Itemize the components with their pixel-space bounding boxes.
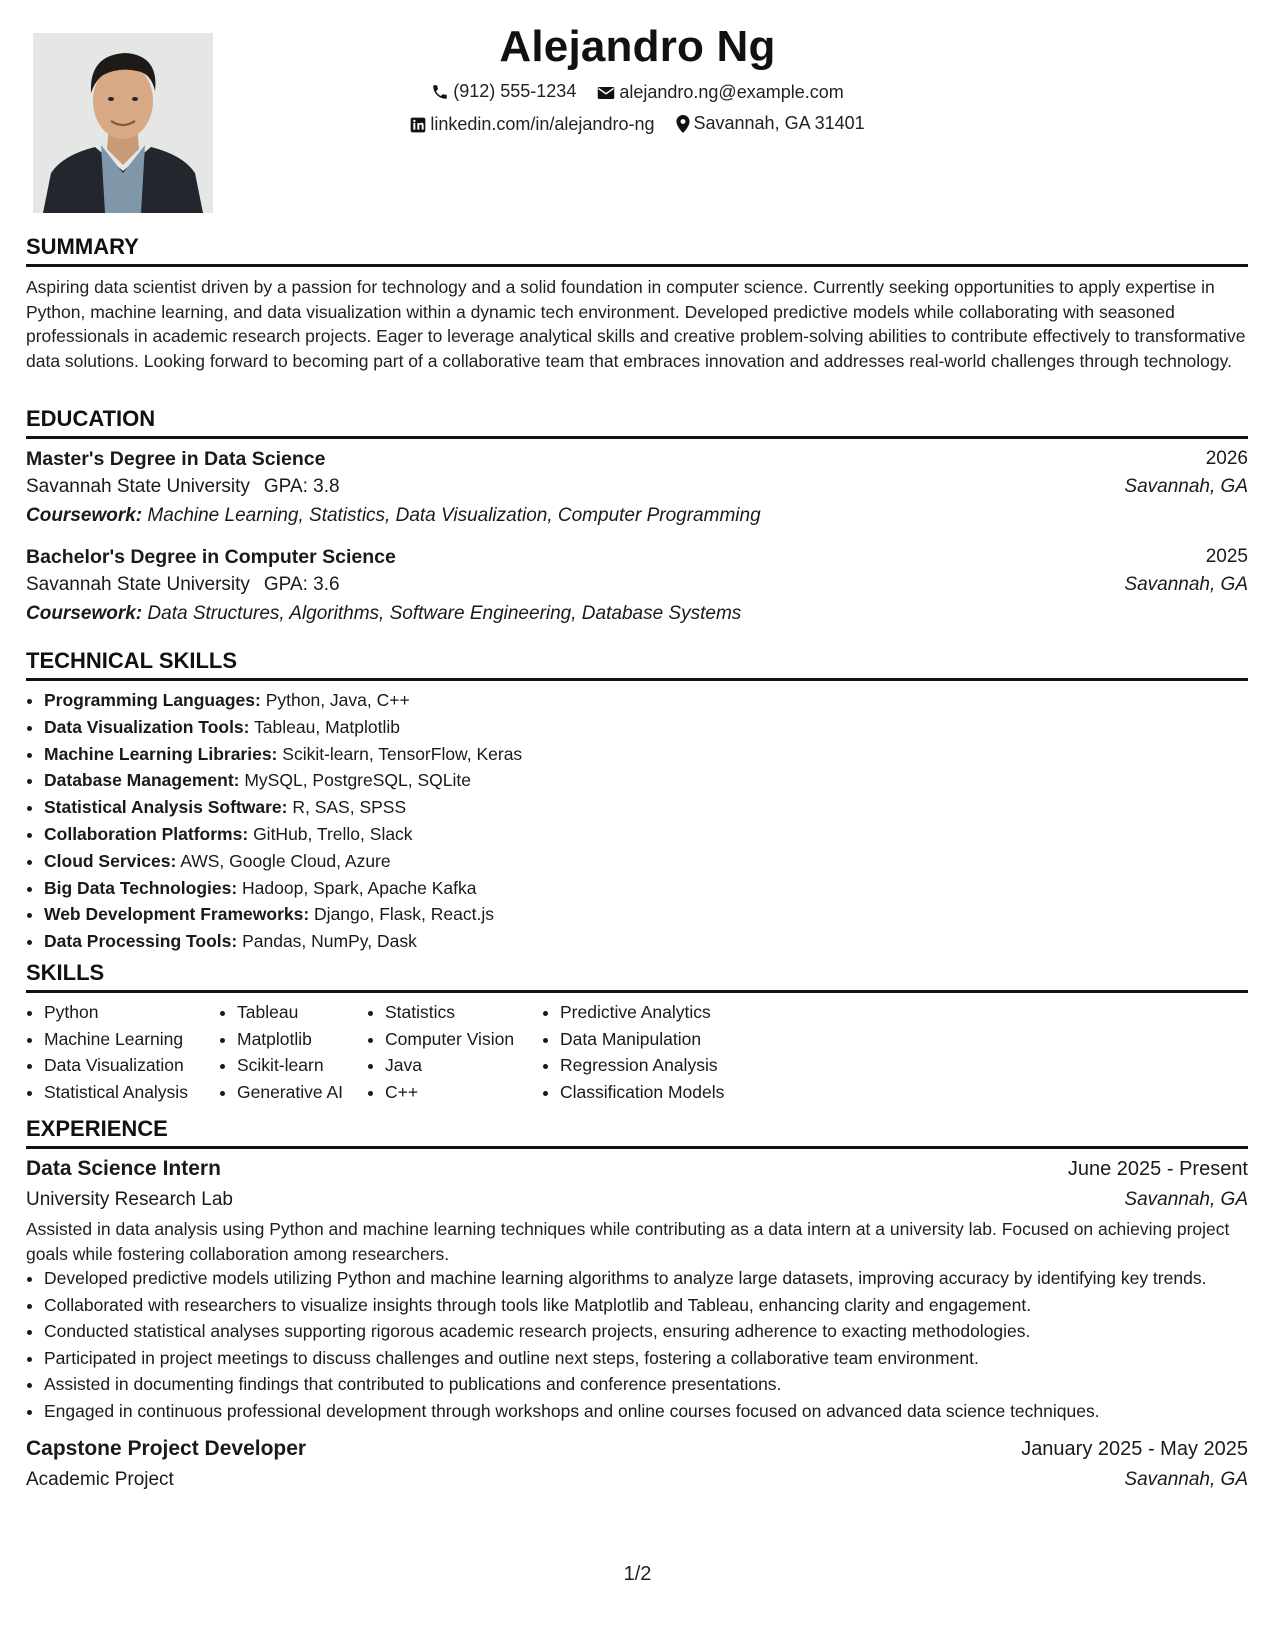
section-title: EDUCATION [26,406,1248,439]
job-bullets [26,1266,1248,1423]
list-item: • Generative AI [237,1079,367,1106]
school-location: Savannah, GA [1124,476,1248,497]
list-item: • C++ [385,1079,542,1106]
skills-column [26,999,219,1106]
list-item: • Python [44,999,219,1026]
list-item: • Computer Vision [385,1026,542,1053]
list-item: • Regression Analysis [560,1052,780,1079]
summary-section [26,234,1248,373]
map-marker-icon [676,115,690,133]
email-contact[interactable] [597,82,843,103]
skill-values: Tableau, Matplotlib [254,716,400,737]
list-item: • Collaborated with researchers to visualize insights through tools like Matplotlib and Tableau, enhancing clarity and engagement. [44,1293,1248,1318]
list-item: • Statistical Analysis [44,1079,219,1106]
coursework [26,501,1248,531]
list-item [44,767,1248,794]
skill-values: Pandas, NumPy, Dask [242,931,417,952]
skill-category: Data Processing Tools: [44,931,238,952]
coursework-label: Coursework: [26,505,143,526]
skill-category: Database Management: [44,770,240,791]
school-name: Savannah State University [26,476,250,497]
coursework [26,599,1248,629]
linkedin-icon [410,117,426,133]
skill-category: Statistical Analysis Software: [44,797,288,818]
list-item [44,687,1248,714]
list-item: • Java [385,1052,542,1079]
list-item: • Data Visualization [44,1052,219,1079]
coursework-label: Coursework: [26,603,143,624]
skill-values: MySQL, PostgreSQL, SQLite [244,770,471,791]
job-org: University Research Lab [26,1189,233,1210]
skill-values: Django, Flask, React.js [314,904,494,925]
gpa: GPA: 3.6 [263,574,340,595]
list-item: • Predictive Analytics [560,999,780,1026]
degree-year: 2026 [1205,448,1248,469]
section-title: EXPERIENCE [26,1116,1248,1149]
degree-title: Bachelor's Degree in Computer Science [26,546,396,568]
summary-text: Aspiring data scientist driven by a passion for technology and a solid foundation in computer science. Currently seeking opportunities to apply expertise in Python, machine learning, and data visualization within a dynamic tech environment. Developed predictive models while collaborating with seasoned professionals in academic research projects. Eager to leverage analytical skills and creative problem-solving abilities to contribute effectively to transformative data solutions. Looking forward to becoming part of a collaborative team that embraces innovation and addresses real-world challenges through technology. [26,277,1246,371]
job-location: Savannah, GA [1124,1469,1248,1490]
skill-category: Programming Languages: [44,690,261,710]
skills-columns [26,999,1248,1106]
section-title: SKILLS [26,960,1248,993]
candidate-name: Alejandro Ng [499,22,776,71]
list-item: • Participated in project meetings to discuss challenges and outline next steps, fostering a collaborative team environment. [44,1346,1248,1371]
job-entry [26,1153,1248,1423]
degree-title: Master's Degree in Data Science [26,448,326,470]
location-contact [676,113,865,134]
skill-category: Cloud Services: [44,850,177,871]
linkedin-contact[interactable] [410,114,654,135]
list-item [44,714,1248,741]
job-entry [26,1433,1248,1495]
education-item [26,543,1248,629]
school-name: Savannah State University [26,574,250,595]
job-org: Academic Project [26,1469,174,1490]
school-location: Savannah, GA [1124,574,1248,595]
job-location: Savannah, GA [1124,1189,1248,1210]
skills-column [219,999,367,1106]
list-item: • Assisted in documenting findings that contributed to publications and conference presentations. [44,1372,1248,1397]
list-item [44,901,1248,928]
list-item: • Classification Models [560,1079,780,1106]
list-item: • Data Manipulation [560,1026,780,1053]
skill-values: Scikit-learn, TensorFlow, Keras [282,743,523,764]
coursework-list: Machine Learning, Statistics, Data Visualization, Computer Programming [147,505,761,526]
skill-category: Collaboration Platforms: [44,823,249,844]
email-text: alejandro.ng@example.com [619,82,844,102]
list-item: • Conducted statistical analyses supporting rigorous academic research projects, ensuring adherence to exacting methodologies. [44,1319,1248,1344]
experience-section [26,1116,1248,1495]
contact-line-1 [0,81,1275,106]
job-summary: Assisted in data analysis using Python and machine learning techniques while contributing as a data intern at a university lab. Focused on achieving project goals while fostering collaboration among researchers. [26,1219,1230,1264]
skill-category: Big Data Technologies: [44,877,238,898]
list-item [44,821,1248,848]
section-title: TECHNICAL SKILLS [26,648,1248,681]
envelope-icon [597,85,615,101]
skills-section [26,960,1248,1106]
job-dates: January 2025 - May 2025 [1021,1438,1248,1460]
job-dates: June 2025 - Present [1067,1158,1248,1180]
section-title: SUMMARY [26,234,1248,267]
linkedin-text: linkedin.com/in/alejandro-ng [430,114,655,134]
list-item: • Statistics [385,999,542,1026]
skills-column [367,999,542,1106]
job-title: Data Science Intern [26,1157,221,1180]
job-title: Capstone Project Developer [26,1437,307,1460]
list-item: • Developed predictive models utilizing Python and machine learning algorithms to analyze large datasets, improving accuracy by identifying key trends. [44,1266,1248,1291]
skills-column [542,999,780,1106]
list-item: • Tableau [237,999,367,1026]
skill-category: Machine Learning Libraries: [44,743,278,764]
list-item: • Matplotlib [237,1026,367,1053]
list-item: • Scikit-learn [237,1052,367,1079]
technical-skills-section [26,648,1248,955]
skill-values: R, SAS, SPSS [292,797,407,818]
phone-icon [431,83,449,101]
skill-category: Data Visualization Tools: [44,716,250,737]
skill-category: Web Development Frameworks: [44,904,310,925]
list-item: • Machine Learning [44,1026,219,1053]
skill-values: Python, Java, C++ [265,690,410,710]
technical-skills-list [26,687,1248,955]
education-item [26,445,1248,531]
gpa: GPA: 3.8 [263,476,340,497]
contact-line-2 [0,113,1275,138]
list-item: • Engaged in continuous professional development through workshops and online courses focused on advanced data science techniques. [44,1399,1248,1424]
education-section [26,406,1248,629]
coursework-list: Data Structures, Algorithms, Software Engineering, Database Systems [147,603,742,624]
phone-text: (912) 555-1234 [453,81,577,101]
phone-contact[interactable] [431,81,576,102]
skill-values: GitHub, Trello, Slack [253,823,413,844]
list-item [44,741,1248,768]
list-item [44,794,1248,821]
list-item [44,928,1248,955]
list-item [44,875,1248,902]
degree-year: 2025 [1205,546,1248,567]
location-text: Savannah, GA 31401 [693,113,865,133]
list-item [44,848,1248,875]
skill-values: Hadoop, Spark, Apache Kafka [242,877,477,898]
skill-values: AWS, Google Cloud, Azure [180,850,391,871]
page-number: 1/2 [623,1563,652,1585]
